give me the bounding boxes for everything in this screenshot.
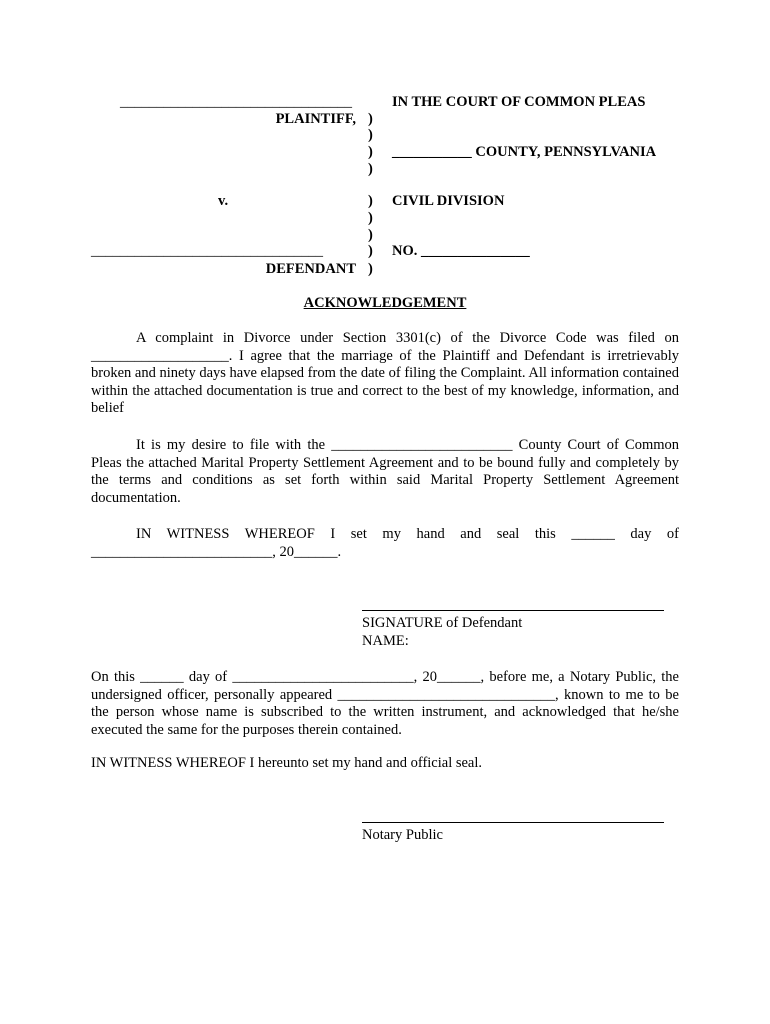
name-label: NAME: (362, 633, 409, 649)
notary-paragraph: On this ______ day of _________________________, 20______, before me, a Notary Public, the undersigned officer, personally appeared ______________________________, known to me to be the person whose name is subscribed to the written instrument, and acknowledged that he/she executed the same for the purposes therein contained. (91, 669, 679, 738)
signature-line (362, 610, 664, 611)
notary-public-label: Notary Public (362, 827, 443, 843)
defendant-name-blank: ________________________________ (91, 243, 323, 259)
complaint-paragraph: A complaint in Divorce under Section 3301(c) of the Divorce Code was filed on ___________________. I agree that the marriage of the Plaintiff and Defendant is irretrievably broken and ninety days have elapsed from the date of filing the Complaint. All information contained within the attached documentation is true and correct to the best of my knowledge, information, and belief (91, 330, 679, 416)
witness-paragraph: IN WITNESS WHEREOF I set my hand and seal this ______ day of _________________________, 20______. (91, 526, 679, 560)
caption-paren: ) (368, 261, 373, 277)
case-number-line (392, 243, 530, 261)
caption-paren: ) (368, 111, 373, 127)
county-blank: ___________ (392, 144, 472, 160)
case-number-label: NO. (392, 243, 418, 259)
caption-paren: ) (368, 127, 373, 143)
signature-label: SIGNATURE of Defendant (362, 615, 523, 631)
county-line (392, 144, 656, 162)
case-number-blank: _______________ (421, 243, 530, 259)
defendant-label: DEFENDANT (265, 261, 356, 277)
document-title: ACKNOWLEDGEMENT (303, 295, 467, 311)
civil-division: CIVIL DIVISION (392, 193, 505, 209)
court-name: IN THE COURT OF COMMON PLEAS (392, 94, 646, 110)
desire-paragraph: It is my desire to file with the _________________________ County Court of Common Pleas the attached Marital Property Settlement Agreement and to be bound fully and completely by the terms and conditions as set forth within said Marital Property Settlement Agreement documentation. (91, 437, 679, 506)
plaintiff-name-blank: ________________________________ (120, 94, 352, 110)
caption-paren: ) (368, 243, 373, 259)
notary-signature-line (362, 822, 664, 823)
caption-paren: ) (368, 193, 373, 209)
caption-paren: ) (368, 227, 373, 243)
notary-witness-line: IN WITNESS WHEREOF I hereunto set my hand and official seal. (91, 755, 483, 771)
caption-paren: ) (368, 161, 373, 177)
versus-label: v. (218, 193, 229, 209)
caption-paren: ) (368, 210, 373, 226)
caption-paren: ) (368, 144, 373, 160)
county-label: COUNTY, PENNSYLVANIA (475, 144, 657, 160)
plaintiff-label: PLAINTIFF, (275, 111, 356, 127)
